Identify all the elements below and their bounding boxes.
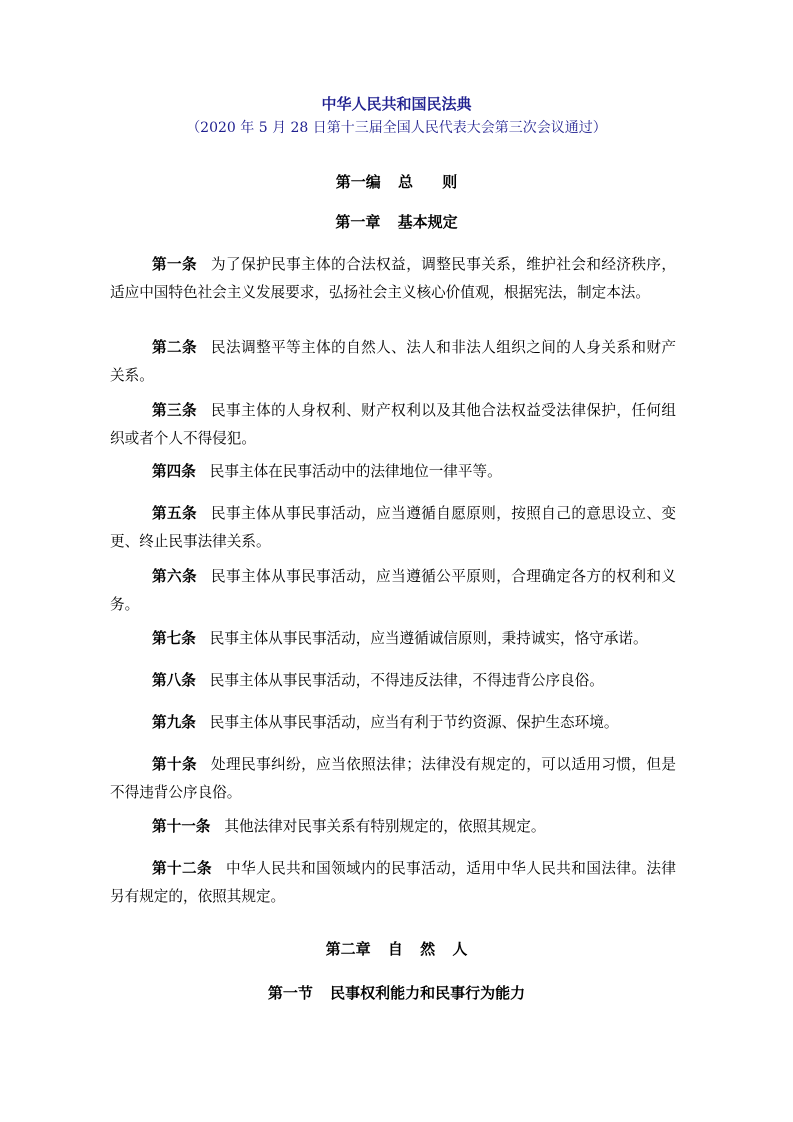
- article-text: 民法调整平等主体的自然人、法人和非法人组织之间的人身关系和财产关系。: [110, 339, 676, 384]
- chapter-1-label: 第一章: [335, 213, 381, 231]
- article-12: [110, 855, 676, 911]
- part-title-char-2: 则: [442, 173, 458, 191]
- chapter-1-heading: [0, 212, 793, 232]
- article-number: 第八条: [152, 672, 196, 689]
- chapter-2-title-char-3: 人: [452, 940, 468, 958]
- article-10: [110, 751, 676, 807]
- part-heading: [0, 172, 793, 192]
- document-subtitle: （2020 年 5 月 28 日第十三届全国人民代表大会第三次会议通过）: [186, 120, 607, 136]
- article-8: [110, 667, 676, 695]
- article-number: 第六条: [152, 568, 198, 585]
- article-text: 中华人民共和国领域内的民事活动，适用中华人民共和国法律。法律另有规定的，依照其规定。: [110, 860, 676, 905]
- chapter-2-title-char-1: 自: [387, 940, 403, 958]
- chapter-2-heading: [0, 939, 793, 959]
- article-text: 民事主体从事民事活动，不得违反法律，不得违背公序良俗。: [209, 672, 604, 689]
- article-number: 第九条: [152, 714, 196, 731]
- article-2: [110, 334, 676, 390]
- chapter-2-label: 第二章: [325, 940, 371, 958]
- article-9: [110, 709, 676, 737]
- article-4: [110, 458, 676, 486]
- article-text: 民事主体从事民事活动，应当有利于节约资源、保护生态环境。: [209, 714, 619, 731]
- article-number: 第三条: [152, 402, 198, 419]
- article-number: 第五条: [152, 505, 198, 522]
- article-text: 处理民事纠纷，应当依照法律；法律没有规定的，可以适用习惯，但是不得违背公序良俗。: [110, 756, 676, 801]
- article-text: 民事主体的人身权利、财产权利以及其他合法权益受法律保护，任何组织或者个人不得侵犯。: [110, 402, 676, 447]
- article-3: [110, 397, 676, 453]
- article-text: 民事主体从事民事活动，应当遵循公平原则，合理确定各方的权利和义务。: [110, 568, 676, 613]
- part-title-char-1: 总: [397, 173, 413, 191]
- article-text: 民事主体从事民事活动，应当遵循自愿原则，按照自己的意思设立、变更、终止民事法律关系。: [110, 505, 676, 550]
- article-6: [110, 563, 676, 619]
- part-label: 第一编: [335, 173, 381, 191]
- article-number: 第十一条: [152, 818, 211, 835]
- chapter-2-title-char-2: 然: [420, 940, 436, 958]
- document-title: 中华人民共和国民法典: [321, 95, 472, 113]
- article-11: [110, 813, 676, 841]
- section-1-title: 民事权利能力和民事行为能力: [330, 984, 526, 1002]
- section-1-heading: [0, 983, 793, 1003]
- article-number: 第十条: [152, 756, 198, 773]
- chapter-1-title: 基本规定: [397, 213, 458, 231]
- article-text: 为了保护民事主体的合法权益，调整民事关系，维护社会和经济秩序，适应中国特色社会主义发展要求，弘扬社会主义核心价值观，根据宪法，制定本法。: [110, 256, 676, 301]
- article-number: 第七条: [152, 630, 196, 647]
- article-7: [110, 625, 676, 653]
- article-number: 第十二条: [152, 860, 213, 877]
- article-text: 其他法律对民事关系有特别规定的，依照其规定。: [224, 818, 546, 835]
- article-text: 民事主体从事民事活动，应当遵循诚信原则，秉持诚实，恪守承诺。: [209, 630, 648, 647]
- article-5: [110, 500, 676, 556]
- article-number: 第二条: [152, 339, 198, 356]
- article-number: 第四条: [152, 463, 196, 480]
- article-text: 民事主体在民事活动中的法律地位一律平等。: [209, 463, 502, 480]
- article-1: [110, 251, 676, 307]
- section-1-label: 第一节: [267, 984, 313, 1002]
- article-number: 第一条: [152, 256, 198, 273]
